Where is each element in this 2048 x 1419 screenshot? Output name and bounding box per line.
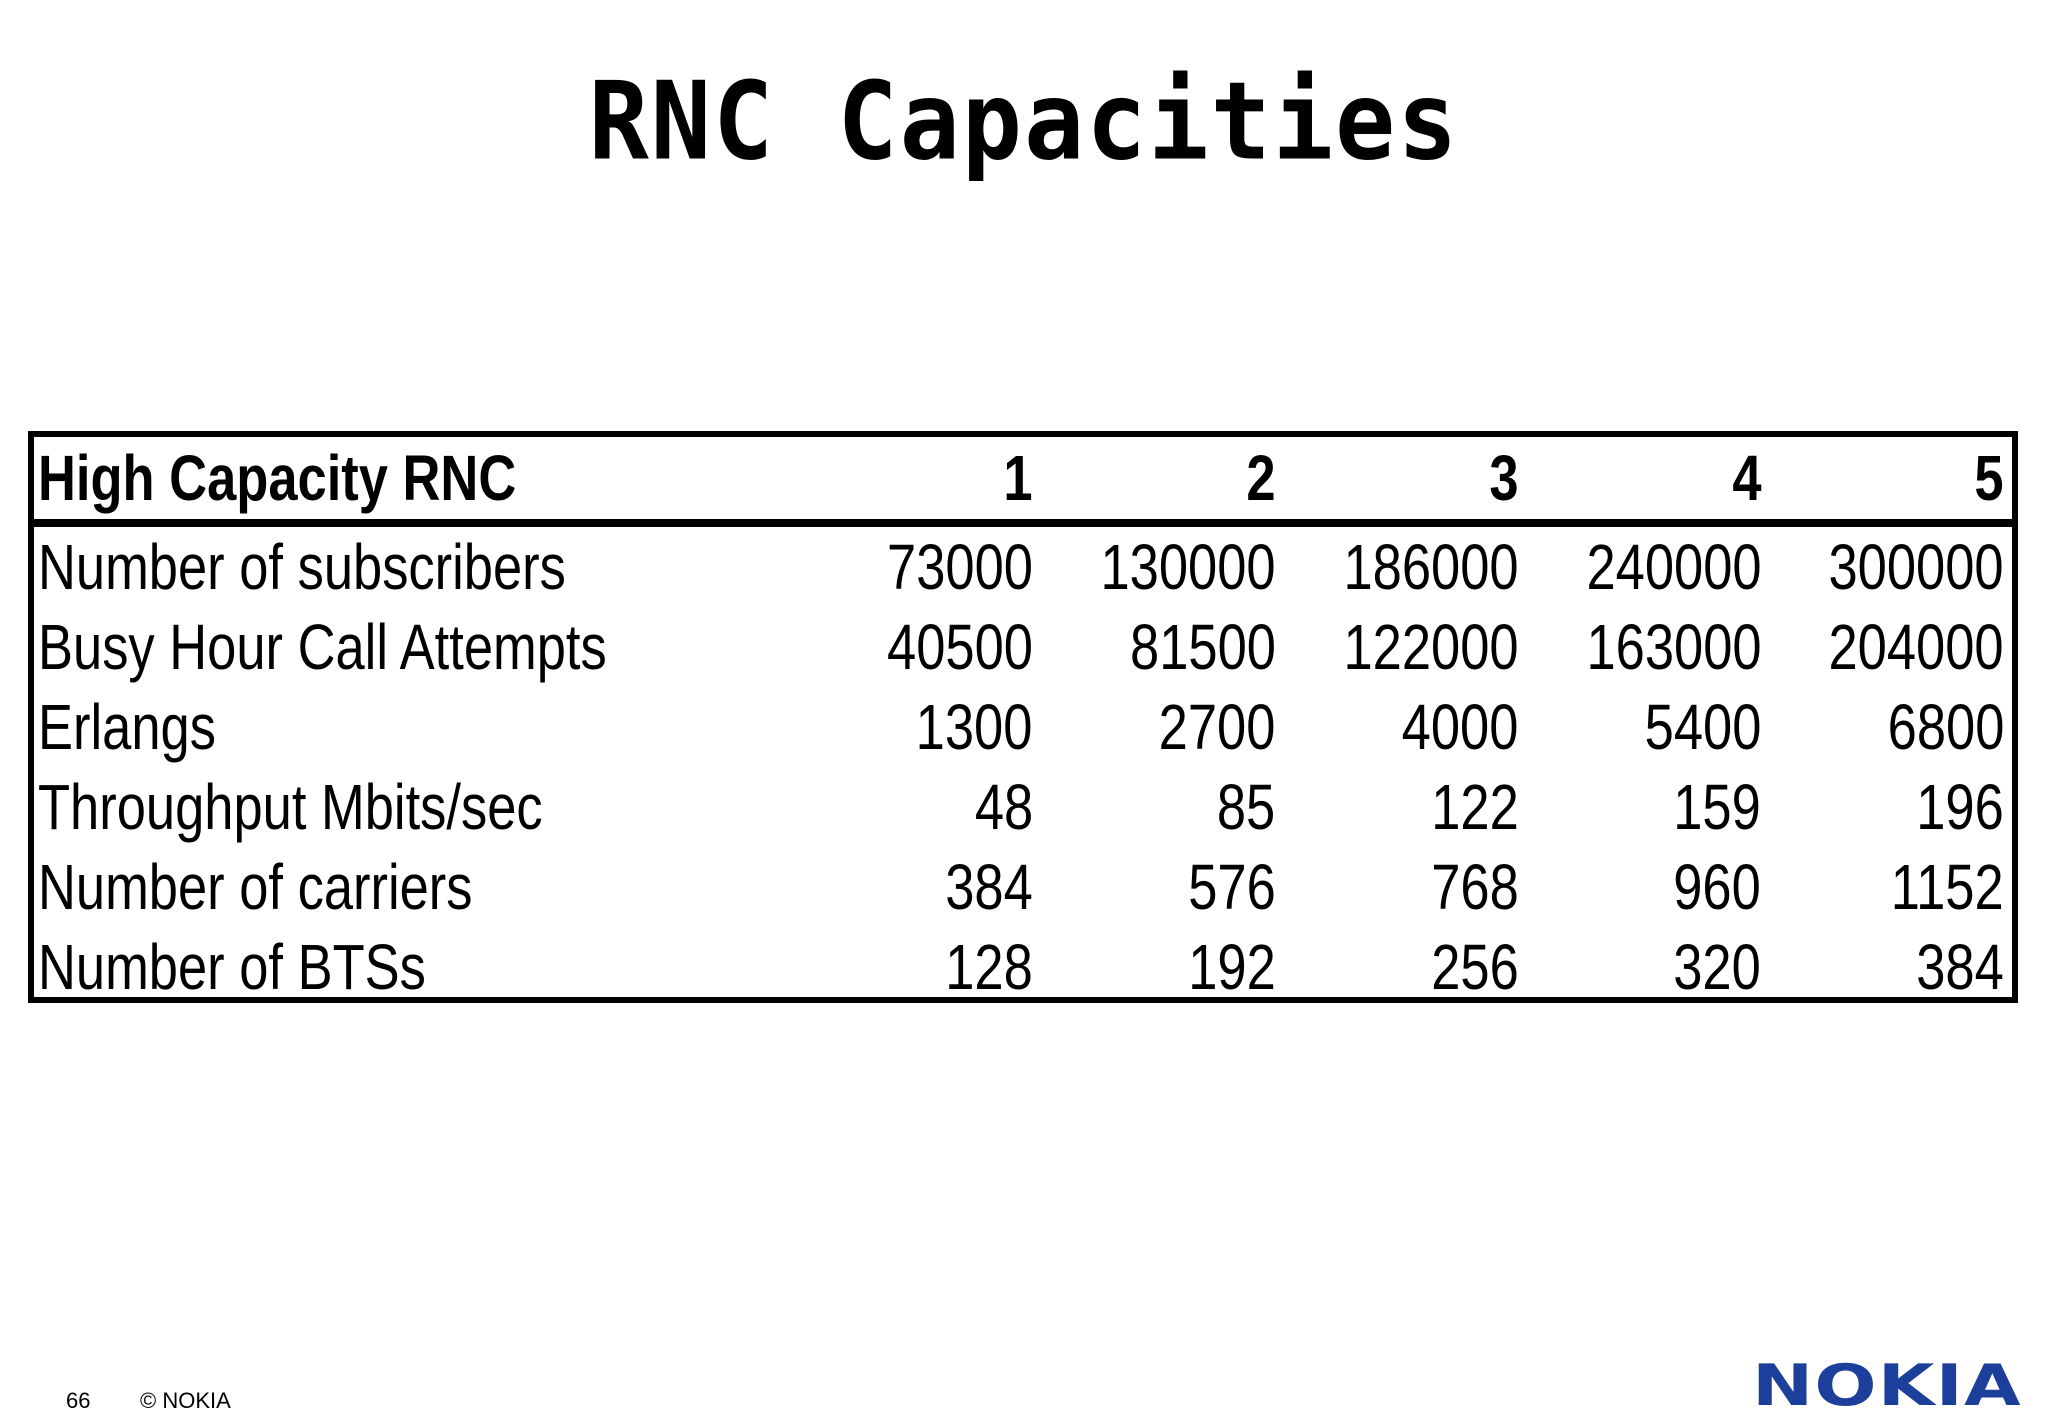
table-cell bbox=[1769, 767, 2012, 847]
cell-value: 163000 bbox=[1586, 611, 1762, 683]
header-column-4 bbox=[1526, 437, 1769, 523]
row-label: Number of carriers bbox=[38, 851, 473, 923]
cell-value: 384 bbox=[1916, 931, 2004, 1003]
header-label: High Capacity RNC bbox=[38, 442, 517, 514]
table-cell bbox=[798, 927, 1041, 1007]
header-column-1 bbox=[798, 437, 1041, 523]
table-cell bbox=[1769, 607, 2012, 687]
cell-value: 256 bbox=[1430, 931, 1519, 1003]
header-column-label: 2 bbox=[1246, 442, 1276, 514]
cell-value: 128 bbox=[945, 931, 1033, 1003]
table-cell bbox=[1284, 927, 1527, 1007]
cell-value: 48 bbox=[974, 771, 1033, 843]
table-cell bbox=[1526, 687, 1769, 767]
cell-value: 6800 bbox=[1887, 691, 2004, 763]
cell-value: 1152 bbox=[1891, 851, 2004, 923]
table-row bbox=[34, 687, 2012, 767]
row-label-cell bbox=[34, 847, 798, 927]
header-column-label: 5 bbox=[1974, 442, 2004, 514]
cell-value: 4000 bbox=[1401, 691, 1519, 763]
table-cell bbox=[1041, 847, 1284, 927]
table-cell bbox=[1041, 687, 1284, 767]
table-header-row bbox=[34, 437, 2012, 523]
row-label-cell bbox=[34, 767, 798, 847]
cell-value: 5400 bbox=[1644, 691, 1762, 763]
cell-value: 40500 bbox=[886, 611, 1033, 683]
row-label: Number of subscribers bbox=[38, 531, 566, 603]
cell-value: 320 bbox=[1673, 931, 1762, 1003]
table-cell bbox=[1284, 607, 1527, 687]
table-cell bbox=[1284, 523, 1527, 607]
table-cell bbox=[798, 687, 1041, 767]
row-label-cell bbox=[34, 607, 798, 687]
row-label: Number of BTSs bbox=[38, 931, 426, 1003]
table-cell bbox=[1041, 767, 1284, 847]
table-cell bbox=[1769, 927, 2012, 1007]
header-column-5 bbox=[1769, 437, 2012, 523]
cell-value: 192 bbox=[1188, 931, 1276, 1003]
cell-value: 196 bbox=[1916, 771, 2004, 843]
row-label: Throughput Mbits/sec bbox=[38, 771, 543, 843]
cell-value: 240000 bbox=[1586, 531, 1762, 603]
cell-value: 384 bbox=[945, 851, 1033, 923]
row-label-cell bbox=[34, 687, 798, 767]
header-column-label: 4 bbox=[1732, 442, 1762, 514]
table-cell bbox=[1769, 523, 2012, 607]
table-cell bbox=[1284, 687, 1527, 767]
row-label-cell bbox=[34, 523, 798, 607]
cell-value: 300000 bbox=[1828, 531, 2004, 603]
cell-value: 122000 bbox=[1343, 611, 1519, 683]
row-label: Busy Hour Call Attempts bbox=[38, 611, 607, 683]
table-cell bbox=[1526, 767, 1769, 847]
table-cell bbox=[1526, 523, 1769, 607]
row-label: Erlangs bbox=[38, 691, 216, 763]
header-column-label: 3 bbox=[1489, 442, 1519, 514]
cell-value: 204000 bbox=[1828, 611, 2004, 683]
header-label-cell bbox=[34, 437, 798, 523]
cell-value: 81500 bbox=[1129, 611, 1276, 683]
cell-value: 130000 bbox=[1100, 531, 1276, 603]
nokia-logo: NOKIA bbox=[1752, 1351, 2022, 1419]
cell-value: 73000 bbox=[886, 531, 1033, 603]
header-column-3 bbox=[1284, 437, 1527, 523]
cell-value: 159 bbox=[1673, 771, 1762, 843]
table-cell bbox=[1041, 927, 1284, 1007]
cell-value: 1300 bbox=[916, 691, 1033, 763]
cell-value: 576 bbox=[1188, 851, 1276, 923]
table-cell bbox=[798, 607, 1041, 687]
table-cell bbox=[1284, 847, 1527, 927]
table-cell bbox=[798, 847, 1041, 927]
table-row bbox=[34, 847, 2012, 927]
table-cell bbox=[1526, 927, 1769, 1007]
slide-title: RNC Capacities bbox=[588, 58, 1460, 185]
cell-value: 768 bbox=[1430, 851, 1519, 923]
table-cell bbox=[1041, 607, 1284, 687]
copyright-notice: © NOKIA bbox=[140, 1388, 231, 1413]
table-cell bbox=[1769, 847, 2012, 927]
header-column-label: 1 bbox=[1003, 442, 1033, 514]
capacity-table bbox=[28, 431, 2018, 1003]
table-cell bbox=[1526, 847, 1769, 927]
table-row bbox=[34, 767, 2012, 847]
table-cell bbox=[1041, 523, 1284, 607]
capacity-table-grid bbox=[34, 437, 2012, 1007]
table-cell bbox=[798, 767, 1041, 847]
table-cell bbox=[1284, 767, 1527, 847]
table-cell bbox=[798, 523, 1041, 607]
table-cell bbox=[1526, 607, 1769, 687]
cell-value: 122 bbox=[1430, 771, 1519, 843]
header-column-2 bbox=[1041, 437, 1284, 523]
cell-value: 960 bbox=[1673, 851, 1762, 923]
table-row bbox=[34, 607, 2012, 687]
cell-value: 2700 bbox=[1158, 691, 1276, 763]
cell-value: 85 bbox=[1217, 771, 1276, 843]
table-row bbox=[34, 927, 2012, 1007]
row-label-cell bbox=[34, 927, 798, 1007]
page-number: 66 bbox=[66, 1388, 91, 1413]
table-cell bbox=[1769, 687, 2012, 767]
table-row bbox=[34, 523, 2012, 607]
cell-value: 186000 bbox=[1343, 531, 1519, 603]
